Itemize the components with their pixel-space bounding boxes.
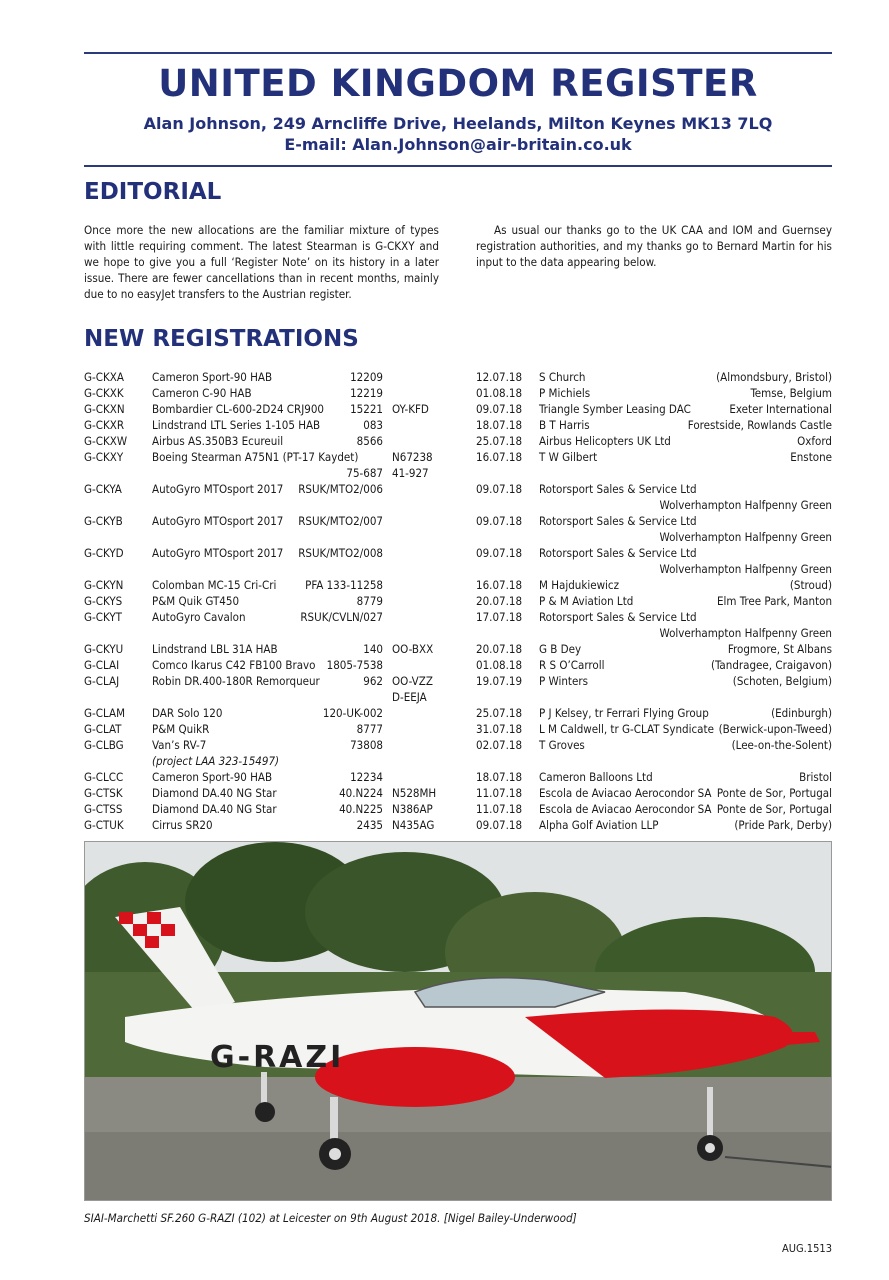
table-row [0,641,889,657]
cell-loc: Wolverhampton Halfpenny Green [659,562,832,576]
cell-loc: Wolverhampton Halfpenny Green [659,626,832,640]
cell-cn: 8566 [356,434,383,448]
cell-type: Lindstrand LTL Series 1-105 HAB [152,418,321,432]
cell-loc: Exeter International [729,402,832,416]
table-row [0,657,889,673]
cell-date: 18.07.18 [476,418,523,432]
editorial-heading: EDITORIAL [84,179,222,205]
cell-reg: G-CLAM [84,706,126,720]
cell-type: Airbus AS.350B3 Ecureuil [152,434,284,448]
cell-type: AutoGyro MTOsport 2017 [152,514,284,528]
cell-owner: P & M Aviation Ltd [539,594,634,608]
cell-owner: G B Dey [539,642,582,656]
table-row [0,753,889,769]
cell-loc: Wolverhampton Halfpenny Green [659,498,832,512]
cell-cn: 120-UK-002 [322,706,383,720]
cell-owner: T Groves [539,738,585,752]
cell-loc: (Almondsbury, Bristol) [716,370,832,384]
cell-cn: 140 [363,642,383,656]
cell-loc: Wolverhampton Halfpenny Green [659,530,832,544]
cell-prev: OO-VZZ [392,674,433,688]
cell-owner: Escola de Aviacao Aerocondor SA [539,786,712,800]
cell-prev: N528MH [392,786,437,800]
cell-date: 09.07.18 [476,514,523,528]
cell-prev: N386AP [392,802,433,816]
cell-cn: 15221 [350,402,383,416]
cell-date: 01.08.18 [476,658,523,672]
editor-email[interactable]: E-mail: Alan.Johnson@air-britain.co.uk [284,135,632,154]
cell-type: Cameron C-90 HAB [152,386,252,400]
cell-date: 09.07.18 [476,482,523,496]
table-row [0,785,889,801]
table-row [0,385,889,401]
table-row [0,721,889,737]
cell-owner: Rotorsport Sales & Service Ltd [539,610,697,624]
cell-owner: Alpha Golf Aviation LLP [539,818,659,832]
cell-type: Bombardier CL-600-2D24 CRJ900 [152,402,325,416]
cell-reg: G-CTSK [84,786,123,800]
editorial-paragraph-2: As usual our thanks go to the UK CAA and IOM and Guernsey registration authorities, and my thanks go to Bernard Martin for his input to the data appearing below. [476,223,832,269]
cell-prev: 41-927 [392,466,429,480]
table-row [0,609,889,625]
cell-loc: Frogmore, St Albans [727,642,832,656]
cell-date: 09.07.18 [476,546,523,560]
editorial-paragraph-1: Once more the new allocations are the familiar mixture of types with little requiring comment. The latest Stearman is G-CKXY and we hope to give you a full ‘Register Note’ on its history in a later issue. There are fewer cancellations than in recent months, mainly due to no easyJet transfers to the Austrian register. [84,223,439,301]
cell-cn: RSUK/MTO2/007 [298,514,383,528]
table-row [0,481,889,497]
cell-loc: Ponte de Sor, Portugal [716,786,832,800]
table-row [0,801,889,817]
aircraft-registration-marking: G-RAZI [210,1040,345,1075]
cell-owner: B T Harris [539,418,590,432]
table-row [0,513,889,529]
cell-loc: (Tandragee, Craigavon) [710,658,832,672]
cell-cn: 083 [363,418,383,432]
cell-reg: G-CKYD [84,546,124,560]
cell-date: 16.07.18 [476,450,523,464]
cell-owner: P Winters [539,674,588,688]
table-row [0,673,889,689]
cell-owner: L M Caldwell, tr G-CLAT Syndicate [539,722,714,736]
table-row [0,625,889,641]
cell-owner: T W Gilbert [539,450,598,464]
table-row [0,769,889,785]
table-row [0,817,889,833]
table-row [0,401,889,417]
cell-date: 20.07.18 [476,594,523,608]
cell-prev: D-EEJA [392,690,427,704]
cell-type: Colomban MC-15 Cri-Cri [152,578,277,592]
cell-owner: Rotorsport Sales & Service Ltd [539,546,697,560]
cell-reg: G-CKYN [84,578,124,592]
cell-loc: Bristol [799,770,832,784]
cell-type: AutoGyro MTOsport 2017 [152,482,284,496]
cell-owner: Triangle Symber Leasing DAC [539,402,691,416]
cell-type: P&M QuikR [152,722,210,736]
cell-type: Diamond DA.40 NG Star [152,802,277,816]
cell-cn: 75-687 [346,466,383,480]
cell-date: 11.07.18 [476,802,523,816]
editor-address: Alan Johnson, 249 Arncliffe Drive, Heelands, Milton Keynes MK13 7LQ [143,114,773,133]
table-row [0,449,889,465]
table-row [0,593,889,609]
table-row [0,433,889,449]
cell-date: 12.07.18 [476,370,523,384]
cell-type: AutoGyro Cavalon [152,610,246,624]
cell-loc: Forestside, Rowlands Castle [687,418,832,432]
table-row [0,705,889,721]
cell-reg: G-CKXW [84,434,128,448]
cell-reg: G-CKYA [84,482,122,496]
table-row [0,529,889,545]
table-row [0,561,889,577]
cell-cn: 40.N225 [339,802,383,816]
cell-date: 09.07.18 [476,818,523,832]
cell-date: 25.07.18 [476,706,523,720]
cell-cn: RSUK/MTO2/006 [298,482,383,496]
cell-reg: G-CKYU [84,642,124,656]
cell-type: Boeing Stearman A75N1 (PT-17 Kaydet) [152,450,359,464]
cell-loc: Ponte de Sor, Portugal [716,802,832,816]
cell-owner: Escola de Aviacao Aerocondor SA [539,802,712,816]
cell-date: 31.07.18 [476,722,523,736]
cell-loc: Enstone [790,450,832,464]
cell-owner: Airbus Helicopters UK Ltd [539,434,671,448]
cell-date: 18.07.18 [476,770,523,784]
cell-date: 19.07.19 [476,674,523,688]
cell-date: 16.07.18 [476,578,523,592]
cell-owner: M Hajdukiewicz [539,578,620,592]
cell-type: AutoGyro MTOsport 2017 [152,546,284,560]
cell-date: 01.08.18 [476,386,523,400]
cell-loc: (Schoten, Belgium) [732,674,832,688]
cell-date: 09.07.18 [476,402,523,416]
cell-prev: OO-BXX [392,642,434,656]
cell-reg: G-CKYB [84,514,123,528]
cell-reg: G-CLBG [84,738,124,752]
cell-owner: Rotorsport Sales & Service Ltd [539,482,697,496]
cell-loc: Oxford [797,434,832,448]
cell-reg: G-CKXN [84,402,125,416]
cell-cn: 40.N224 [339,786,383,800]
cell-date: 17.07.18 [476,610,523,624]
cell-cn: 962 [363,674,383,688]
cell-prev: N67238 [392,450,433,464]
table-row [0,689,889,705]
cell-owner: P Michiels [539,386,591,400]
cell-reg: G-CKXR [84,418,125,432]
cell-owner: R S O’Carroll [539,658,605,672]
cell-loc: Elm Tree Park, Manton [716,594,832,608]
cell-cn: 12234 [350,770,383,784]
cell-cn: 8777 [356,722,383,736]
cell-reg: G-CLAJ [84,674,120,688]
cell-date: 20.07.18 [476,642,523,656]
cell-cn: 1805-7538 [326,658,383,672]
table-row [0,417,889,433]
cell-reg: G-CKYT [84,610,122,624]
cell-type: P&M Quik GT450 [152,594,240,608]
cell-date: 02.07.18 [476,738,523,752]
cell-prev: N435AG [392,818,435,832]
cell-owner: S Church [539,370,586,384]
table-row [0,465,889,481]
table-row [0,497,889,513]
cell-cn: 2435 [356,818,383,832]
table-row [0,545,889,561]
cell-loc: (Pride Park, Derby) [734,818,832,832]
cell-type: Diamond DA.40 NG Star [152,786,277,800]
cell-cn: RSUK/MTO2/008 [298,546,383,560]
cell-reg: G-CKYS [84,594,123,608]
cell-loc: (Berwick-upon-Tweed) [718,722,832,736]
cell-type: Cameron Sport-90 HAB [152,370,273,384]
cell-cn: 12209 [350,370,383,384]
cell-type: Lindstrand LBL 31A HAB [152,642,278,656]
cell-reg: G-CKXA [84,370,124,384]
cell-cn: 73808 [350,738,383,752]
cell-date: 11.07.18 [476,786,523,800]
table-row [0,369,889,385]
cell-note: (project LAA 323-15497) [152,754,280,768]
page-title: UNITED KINGDOM REGISTER [158,62,758,105]
cell-cn: 12219 [350,386,383,400]
cell-date: 25.07.18 [476,434,523,448]
cell-reg: G-CTSS [84,802,123,816]
cell-type: Van’s RV-7 [152,738,207,752]
page-number: AUG.1513 [781,1242,832,1255]
cell-loc: (Stroud) [789,578,832,592]
cell-type: Cirrus SR20 [152,818,213,832]
photo-caption: SIAI-Marchetti SF.260 G-RAZI (102) at Leicester on 9th August 2018. [Nigel Bailey-Underwood] [84,1211,577,1225]
new-registrations-heading: NEW REGISTRATIONS [84,326,359,352]
cell-reg: G-CKXY [84,450,124,464]
cell-reg: G-CTUK [84,818,124,832]
cell-reg: G-CKXK [84,386,124,400]
cell-type: DAR Solo 120 [152,706,223,720]
header-bottom-rule [84,165,832,167]
cell-type: Cameron Sport-90 HAB [152,770,273,784]
cell-loc: (Lee-on-the-Solent) [731,738,832,752]
aircraft-photo [84,841,832,1201]
cell-prev: OY-KFD [392,402,429,416]
cell-cn: PFA 133-11258 [305,578,383,592]
cell-cn: RSUK/CVLN/027 [300,610,383,624]
cell-owner: Cameron Balloons Ltd [539,770,653,784]
cell-owner: P J Kelsey, tr Ferrari Flying Group [539,706,709,720]
cell-reg: G-CLCC [84,770,124,784]
cell-cn: 8779 [356,594,383,608]
cell-reg: G-CLAI [84,658,120,672]
cell-type: Comco Ikarus C42 FB100 Bravo [152,658,316,672]
cell-reg: G-CLAT [84,722,122,736]
cell-loc: (Edinburgh) [771,706,832,720]
table-row [0,737,889,753]
cell-type: Robin DR.400-180R Remorqueur [152,674,320,688]
cell-owner: Rotorsport Sales & Service Ltd [539,514,697,528]
table-row [0,577,889,593]
top-rule [84,52,832,54]
cell-loc: Temse, Belgium [750,386,832,400]
